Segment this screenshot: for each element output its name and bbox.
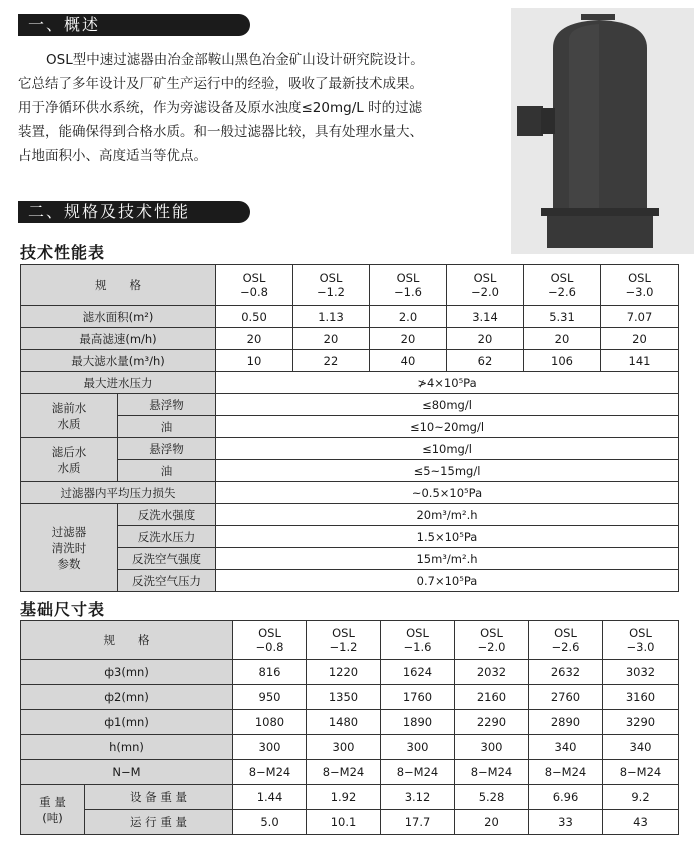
table-cell: 106 xyxy=(524,350,601,372)
spec-header: 规 格 xyxy=(21,265,216,306)
table-cell: 1350 xyxy=(307,685,381,710)
model-header: OSL −3.0 xyxy=(603,621,679,660)
table-row xyxy=(21,372,679,394)
table-cell: 1890 xyxy=(381,710,455,735)
dimension-table-title: 基础尺寸表 xyxy=(20,600,106,619)
table-row xyxy=(21,328,679,350)
table-cell: 0.7×10⁵Pa xyxy=(216,570,679,592)
table-row xyxy=(21,306,679,328)
row-label: h(mn) xyxy=(21,735,233,760)
table-row xyxy=(21,504,679,526)
table-cell: ≤80mg/l xyxy=(216,394,679,416)
table-cell: 8−M24 xyxy=(529,760,603,785)
row-label: 悬浮物 xyxy=(118,394,216,416)
model-header: OSL −1.2 xyxy=(293,265,370,306)
table-cell: 2632 xyxy=(529,660,603,685)
table-cell: 2.0 xyxy=(370,306,447,328)
intro-line: 用于净循环供水系统，作为旁滤设备及原水浊度≤20mg/L 时的过滤 xyxy=(18,100,423,116)
row-label: ф3(mn) xyxy=(21,660,233,685)
filter-vessel-illustration xyxy=(511,8,694,254)
table-cell: 1.44 xyxy=(233,785,307,810)
row-label: 过滤器内平均压力损失 xyxy=(21,482,216,504)
section-title-overview: 一、概述 xyxy=(18,14,250,36)
table-cell: 20 xyxy=(216,328,293,350)
intro-line: 它总结了多年设计及厂矿生产运行中的经验，吸收了最新技术成果。 xyxy=(18,76,423,92)
table-row xyxy=(21,265,679,306)
model-header: OSL −1.6 xyxy=(370,265,447,306)
table-cell: 3160 xyxy=(603,685,679,710)
group-label: 重 量 (吨) xyxy=(21,785,85,835)
row-label: 悬浮物 xyxy=(118,438,216,460)
section-title-specs: 二、规格及技术性能 xyxy=(18,201,250,223)
table-row xyxy=(21,810,679,835)
table-row xyxy=(21,350,679,372)
table-cell: 1.5×10⁵Pa xyxy=(216,526,679,548)
row-label: ф2(mn) xyxy=(21,685,233,710)
table-cell: 8−M24 xyxy=(455,760,529,785)
model-header: OSL −0.8 xyxy=(233,621,307,660)
table-cell: 20 xyxy=(293,328,370,350)
table-cell: 3290 xyxy=(603,710,679,735)
table-cell: 20 xyxy=(601,328,679,350)
table-cell: 1.13 xyxy=(293,306,370,328)
table-cell: 20 xyxy=(524,328,601,350)
table-row xyxy=(21,548,679,570)
table-cell: 7.07 xyxy=(601,306,679,328)
table-cell: 1080 xyxy=(233,710,307,735)
intro-paragraph xyxy=(18,48,498,168)
table-row xyxy=(21,570,679,592)
dimension-table xyxy=(20,620,679,835)
table-cell: 6.96 xyxy=(529,785,603,810)
table-cell: 816 xyxy=(233,660,307,685)
row-label: 最大滤水量(m³/h) xyxy=(21,350,216,372)
table-cell: 22 xyxy=(293,350,370,372)
table-cell: ~0.5×10⁵Pa xyxy=(216,482,679,504)
table-cell: 950 xyxy=(233,685,307,710)
row-label: 设 备 重 量 xyxy=(85,785,233,810)
table-row xyxy=(21,394,679,416)
model-header: OSL −2.6 xyxy=(529,621,603,660)
table-cell: 43 xyxy=(603,810,679,835)
table-row xyxy=(21,482,679,504)
row-label: 运 行 重 量 xyxy=(85,810,233,835)
table-row xyxy=(21,785,679,810)
table-cell: 340 xyxy=(529,735,603,760)
table-cell: 17.7 xyxy=(381,810,455,835)
table-row xyxy=(21,660,679,685)
table-cell: 3.12 xyxy=(381,785,455,810)
table-cell: 2032 xyxy=(455,660,529,685)
table-cell: 340 xyxy=(603,735,679,760)
model-header: OSL −3.0 xyxy=(601,265,679,306)
table-cell: 1.92 xyxy=(307,785,381,810)
table-cell: 300 xyxy=(455,735,529,760)
model-header: OSL −0.8 xyxy=(216,265,293,306)
table-row xyxy=(21,526,679,548)
table-cell: 5.28 xyxy=(455,785,529,810)
table-cell: 1220 xyxy=(307,660,381,685)
row-label: 反洗空气强度 xyxy=(118,548,216,570)
row-label: 反洗空气压力 xyxy=(118,570,216,592)
row-label: 反洗水压力 xyxy=(118,526,216,548)
table-cell: 62 xyxy=(447,350,524,372)
intro-line: OSL型中速过滤器由冶金部鞍山黑色冶金矿山设计研究院设计。 xyxy=(46,52,424,68)
table-cell: ≤10~20mg/l xyxy=(216,416,679,438)
table-row xyxy=(21,460,679,482)
row-label: ф1(mn) xyxy=(21,710,233,735)
row-label: 最高滤速(m/h) xyxy=(21,328,216,350)
model-header: OSL −1.2 xyxy=(307,621,381,660)
table-row xyxy=(21,735,679,760)
spec-header: 规 格 xyxy=(21,621,233,660)
row-label: 滤水面积(m²) xyxy=(21,306,216,328)
row-label: N−M xyxy=(21,760,233,785)
table-cell: 8−M24 xyxy=(603,760,679,785)
table-cell: 5.31 xyxy=(524,306,601,328)
table-cell: 33 xyxy=(529,810,603,835)
model-header: OSL −2.0 xyxy=(455,621,529,660)
table-cell: 9.2 xyxy=(603,785,679,810)
table-cell: 2160 xyxy=(455,685,529,710)
table-cell: 300 xyxy=(233,735,307,760)
group-label: 过滤器 清洗时 参数 xyxy=(21,504,118,592)
table-cell: 10.1 xyxy=(307,810,381,835)
table-cell: 1480 xyxy=(307,710,381,735)
table-cell: 300 xyxy=(381,735,455,760)
table-cell: 3.14 xyxy=(447,306,524,328)
model-header: OSL −1.6 xyxy=(381,621,455,660)
table-cell: 20m³/m².h xyxy=(216,504,679,526)
table-cell: 8−M24 xyxy=(381,760,455,785)
table-cell: 10 xyxy=(216,350,293,372)
intro-line: 占地面积小、高度适当等优点。 xyxy=(18,148,207,164)
table-cell: 0.50 xyxy=(216,306,293,328)
table-cell: 8−M24 xyxy=(307,760,381,785)
table-cell: ≤10mg/l xyxy=(216,438,679,460)
table-cell: ≤5~15mg/l xyxy=(216,460,679,482)
model-header: OSL −2.6 xyxy=(524,265,601,306)
group-label: 滤后水 水质 xyxy=(21,438,118,482)
table-cell: ≯4×10⁵Pa xyxy=(216,372,679,394)
table-cell: 5.0 xyxy=(233,810,307,835)
row-label: 反洗水强度 xyxy=(118,504,216,526)
table-row xyxy=(21,621,679,660)
table-cell: 2760 xyxy=(529,685,603,710)
table-cell: 20 xyxy=(455,810,529,835)
row-label: 最大进水压力 xyxy=(21,372,216,394)
table-cell: 8−M24 xyxy=(233,760,307,785)
filter-vessel-photo xyxy=(511,8,694,254)
table-cell: 2290 xyxy=(455,710,529,735)
performance-table-title: 技术性能表 xyxy=(20,243,106,262)
table-row xyxy=(21,685,679,710)
table-cell: 300 xyxy=(307,735,381,760)
row-label: 油 xyxy=(118,416,216,438)
table-cell: 2890 xyxy=(529,710,603,735)
table-row xyxy=(21,710,679,735)
intro-line: 装置，能确保得到合格水质。和一般过滤器比较，具有处理水量大、 xyxy=(18,124,423,140)
model-header: OSL −2.0 xyxy=(447,265,524,306)
table-cell: 15m³/m².h xyxy=(216,548,679,570)
table-cell: 20 xyxy=(447,328,524,350)
table-cell: 20 xyxy=(370,328,447,350)
table-cell: 1624 xyxy=(381,660,455,685)
row-label: 油 xyxy=(118,460,216,482)
table-cell: 3032 xyxy=(603,660,679,685)
table-row xyxy=(21,416,679,438)
table-cell: 40 xyxy=(370,350,447,372)
table-cell: 141 xyxy=(601,350,679,372)
table-row xyxy=(21,760,679,785)
table-row xyxy=(21,438,679,460)
group-label: 滤前水 水质 xyxy=(21,394,118,438)
table-cell: 1760 xyxy=(381,685,455,710)
performance-table xyxy=(20,264,679,592)
